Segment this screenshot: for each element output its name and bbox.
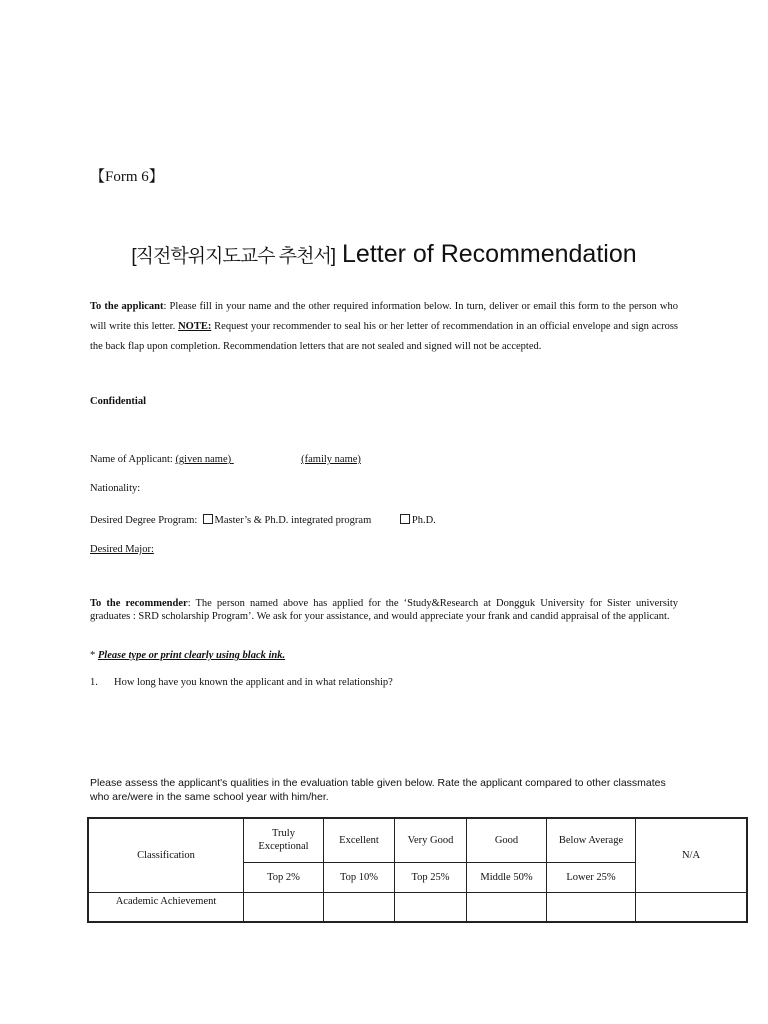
applicant-lead: To the applicant [90,301,164,312]
rank-top-25: Top 25% [395,862,467,892]
title-english: Letter of Recommendation [342,240,637,268]
degree-program-field [90,514,436,526]
page-title [0,240,768,269]
assessment-instructions: Please assess the applicant's qualities in the evaluation table given below. Rate the applicant compared to other classmates who are/were in the same school year with him/her. [90,777,666,803]
recommender-lead: To the recommender [90,598,188,609]
option-integrated-label: Master’s & Ph.D. integrated program [214,515,372,526]
recommender-instructions [90,597,678,623]
col-header-excellent: Excellent [324,818,395,862]
evaluation-table [87,817,748,923]
applicant-text-2: Request your recommender to seal his or her letter of recommendation in an official envelope and sign across the back flap upon completion. Recommendation letters that are not sealed and signed will not be accepted. [90,321,678,352]
name-blank [231,454,301,465]
question-1-text: How long have you known the applicant and in what relationship? [114,677,393,688]
title-korean: [직전학위지도교수 추천서] [131,246,336,267]
applicant-name-field [90,454,361,465]
classification-header: Classification [88,818,244,892]
nationality-field[interactable]: Nationality: [90,483,141,494]
family-name-field[interactable]: (family name) [301,454,361,465]
rating-cell[interactable] [395,892,467,922]
col-header-good: Good [467,818,547,862]
rating-cell[interactable] [547,892,636,922]
name-label: Name of Applicant: [90,454,176,465]
given-name-field[interactable]: (given name) [175,454,232,465]
rating-cell-na[interactable] [636,892,748,922]
question-1-number: 1. [90,677,98,688]
applicant-instructions [90,297,678,357]
col-header-very-good: Very Good [395,818,467,862]
rating-cell[interactable] [324,892,395,922]
col-header-na: N/A [636,818,748,892]
rank-middle-50: Middle 50% [467,862,547,892]
applicant-text-1: : Please fill in your name and the other required information below. In turn, deliver or email this form to the person who will write this letter. [90,301,678,332]
ink-note-text: Please type or print clearly using black ink. [97,650,286,661]
question-1 [90,677,393,688]
rating-cell[interactable] [467,892,547,922]
rank-lower-25: Lower 25% [547,862,636,892]
recommender-text: : The person named above has applied for the ‘Study&Research at Dongguk University for Sister university graduates : SRD scholarship Program’. We ask for your assistance, and would appreciate your frank and candid appraisal of the applicant. [90,598,679,622]
ink-note [90,650,285,661]
note-label: NOTE: [178,321,212,332]
col-header-truly-exceptional: Truly Exceptional [244,818,324,862]
checkbox-phd[interactable] [400,514,410,524]
degree-label: Desired Degree Program: [90,515,198,526]
row-label-academic-achievement: Academic Achievement [88,892,244,922]
option-phd-label: Ph.D. [411,515,436,526]
ink-note-prefix: * [90,650,98,661]
col-header-below-average: Below Average [547,818,636,862]
checkbox-integrated[interactable] [203,514,213,524]
rank-top-10: Top 10% [324,862,395,892]
desired-major-field[interactable]: Desired Major: [90,544,154,555]
confidential-heading: Confidential [90,396,147,407]
rating-cell[interactable] [244,892,324,922]
rank-top-2: Top 2% [244,862,324,892]
form-label: 【Form 6】 [90,169,164,185]
table-row [88,892,747,922]
